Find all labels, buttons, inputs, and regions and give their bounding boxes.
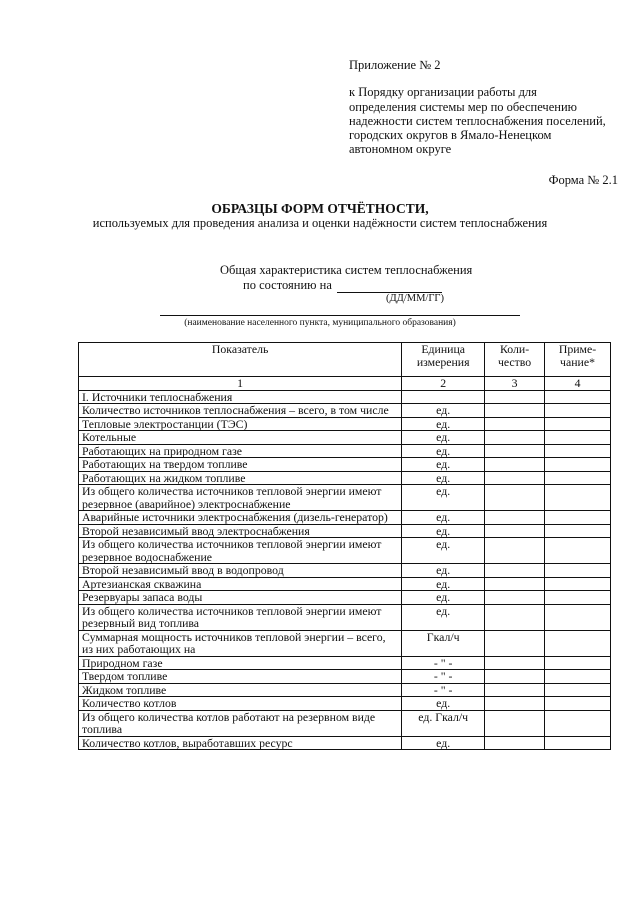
note-cell: [545, 591, 611, 605]
header-row: [79, 343, 611, 377]
note-cell: [545, 444, 611, 458]
quantity-cell: [485, 710, 545, 736]
appendix-line: автономном округе: [349, 142, 452, 157]
indicator-cell: Из общего количества котлов работают на резервном виде топлива: [79, 710, 402, 736]
table-row: [79, 710, 611, 736]
table-row: [79, 697, 611, 711]
appendix-line: надежности систем теплоснабжения поселений,: [349, 113, 606, 128]
table-row: [79, 390, 611, 404]
note-cell: [545, 697, 611, 711]
indicator-cell: Твердом топливе: [79, 670, 402, 684]
header-unit: Единица измерения: [402, 343, 485, 377]
quantity-cell: [485, 417, 545, 431]
quantity-cell: [485, 697, 545, 711]
note-cell: [545, 417, 611, 431]
unit-cell: ед.: [402, 511, 485, 525]
indicator-cell: Количество котлов, выработавших ресурс: [79, 736, 402, 750]
appendix-number: Приложение № 2: [349, 58, 441, 72]
quantity-cell: [485, 485, 545, 511]
unit-cell: ед.: [402, 524, 485, 538]
indicator-cell: I. Источники теплоснабжения: [79, 390, 402, 404]
quantity-cell: [485, 444, 545, 458]
quantity-cell: [485, 511, 545, 525]
unit-cell: ед.: [402, 417, 485, 431]
note-cell: [545, 656, 611, 670]
unit-cell: ед.: [402, 538, 485, 564]
document-subtitle: используемых для проведения анализа и оценки надёжности систем теплоснабжения: [92, 216, 548, 230]
unit-cell: ед.: [402, 431, 485, 445]
column-number-row: [79, 377, 611, 391]
table-row: [79, 404, 611, 418]
note-cell: [545, 485, 611, 511]
place-fill-line: [160, 315, 520, 316]
indicator-cell: Природном газе: [79, 656, 402, 670]
indicator-cell: Работающих на твердом топливе: [79, 458, 402, 472]
table-row: [79, 577, 611, 591]
table-row: [79, 604, 611, 630]
quantity-cell: [485, 564, 545, 578]
spacer: [349, 72, 624, 85]
characteristic-title: Общая характеристика систем теплоснабжения: [220, 263, 473, 277]
indicator-cell: Из общего количества источников тепловой энергии имеют резервный вид топлива: [79, 604, 402, 630]
note-cell: [545, 736, 611, 750]
header-indicator: Показатель: [79, 343, 402, 377]
note-cell: [545, 538, 611, 564]
date-format-caption: (ДД/ММ/ГГ): [386, 293, 444, 304]
indicator-cell: Второй независимый ввод в водопровод: [79, 564, 402, 578]
quantity-cell: [485, 591, 545, 605]
table-row: [79, 670, 611, 684]
column-number: 3: [485, 377, 545, 391]
unit-cell: ед.: [402, 564, 485, 578]
indicator-cell: Работающих на жидком топливе: [79, 471, 402, 485]
unit-cell: Гкал/ч: [402, 630, 485, 656]
indicator-cell: Котельные: [79, 431, 402, 445]
table-row: [79, 564, 611, 578]
column-number: 1: [79, 377, 402, 391]
appendix-block: [349, 58, 624, 157]
unit-cell: - " -: [402, 683, 485, 697]
table-row: [79, 511, 611, 525]
note-cell: [545, 670, 611, 684]
note-cell: [545, 431, 611, 445]
header-note: Приме- чание*: [545, 343, 611, 377]
quantity-cell: [485, 604, 545, 630]
table-body: [79, 390, 611, 750]
unit-cell: ед.: [402, 471, 485, 485]
unit-cell: [402, 390, 485, 404]
indicator-cell: Количество источников теплоснабжения – всего, в том числе: [79, 404, 402, 418]
indicator-cell: Резервуары запаса воды: [79, 591, 402, 605]
column-number: 4: [545, 377, 611, 391]
table-row: [79, 417, 611, 431]
unit-cell: ед.: [402, 577, 485, 591]
appendix-line: к Порядку организации работы для: [349, 85, 537, 100]
table-row: [79, 656, 611, 670]
quantity-cell: [485, 390, 545, 404]
quantity-cell: [485, 458, 545, 472]
unit-cell: - " -: [402, 656, 485, 670]
indicator-cell: Тепловые электростанции (ТЭС): [79, 417, 402, 431]
table-row: [79, 471, 611, 485]
note-cell: [545, 458, 611, 472]
quantity-cell: [485, 736, 545, 750]
table-row: [79, 431, 611, 445]
report-table: [78, 342, 611, 750]
quantity-cell: [485, 670, 545, 684]
appendix-line: определения системы мер по обеспечению: [349, 99, 577, 114]
appendix-line: городских округов в Ямало-Ненецком: [349, 128, 552, 143]
header-quantity: Коли- чество: [485, 343, 545, 377]
unit-cell: ед.: [402, 697, 485, 711]
quantity-cell: [485, 630, 545, 656]
form-number: Форма № 2.1: [548, 173, 618, 187]
note-cell: [545, 404, 611, 418]
indicator-cell: Из общего количества источников тепловой энергии имеют резервное водоснабжение: [79, 538, 402, 564]
note-cell: [545, 390, 611, 404]
note-cell: [545, 577, 611, 591]
indicator-cell: Аварийные источники электроснабжения (дизель-генератор): [79, 511, 402, 525]
note-cell: [545, 511, 611, 525]
unit-cell: ед.: [402, 458, 485, 472]
table-row: [79, 485, 611, 511]
indicator-cell: Второй независимый ввод электроснабжения: [79, 524, 402, 538]
note-cell: [545, 630, 611, 656]
table-row: [79, 524, 611, 538]
as-of-label: по состоянию на: [243, 278, 332, 292]
table-row: [79, 538, 611, 564]
quantity-cell: [485, 683, 545, 697]
indicator-cell: Суммарная мощность источников тепловой энергии – всего, из них работающих на: [79, 630, 402, 656]
unit-cell: ед.: [402, 404, 485, 418]
table-row: [79, 630, 611, 656]
indicator-cell: Работающих на природном газе: [79, 444, 402, 458]
indicator-cell: Из общего количества источников тепловой энергии имеют резервное (аварийное) электроснабжение: [79, 485, 402, 511]
note-cell: [545, 683, 611, 697]
unit-cell: ед.: [402, 604, 485, 630]
table-row: [79, 736, 611, 750]
note-cell: [545, 604, 611, 630]
column-number: 2: [402, 377, 485, 391]
table-row: [79, 458, 611, 472]
table-row: [79, 591, 611, 605]
place-caption: (наименование населенного пункта, муниципального образования): [184, 318, 456, 328]
unit-cell: - " -: [402, 670, 485, 684]
quantity-cell: [485, 524, 545, 538]
unit-cell: ед.: [402, 591, 485, 605]
indicator-cell: Количество котлов: [79, 697, 402, 711]
unit-cell: ед. Гкал/ч: [402, 710, 485, 736]
table-row: [79, 683, 611, 697]
quantity-cell: [485, 538, 545, 564]
quantity-cell: [485, 656, 545, 670]
unit-cell: ед.: [402, 444, 485, 458]
indicator-cell: Жидком топливе: [79, 683, 402, 697]
unit-cell: ед.: [402, 485, 485, 511]
document-title: ОБРАЗЦЫ ФОРМ ОТЧЁТНОСТИ,: [211, 201, 429, 216]
quantity-cell: [485, 471, 545, 485]
note-cell: [545, 564, 611, 578]
note-cell: [545, 710, 611, 736]
quantity-cell: [485, 404, 545, 418]
note-cell: [545, 524, 611, 538]
indicator-cell: Артезианская скважина: [79, 577, 402, 591]
table-row: [79, 444, 611, 458]
unit-cell: ед.: [402, 736, 485, 750]
quantity-cell: [485, 577, 545, 591]
note-cell: [545, 471, 611, 485]
quantity-cell: [485, 431, 545, 445]
